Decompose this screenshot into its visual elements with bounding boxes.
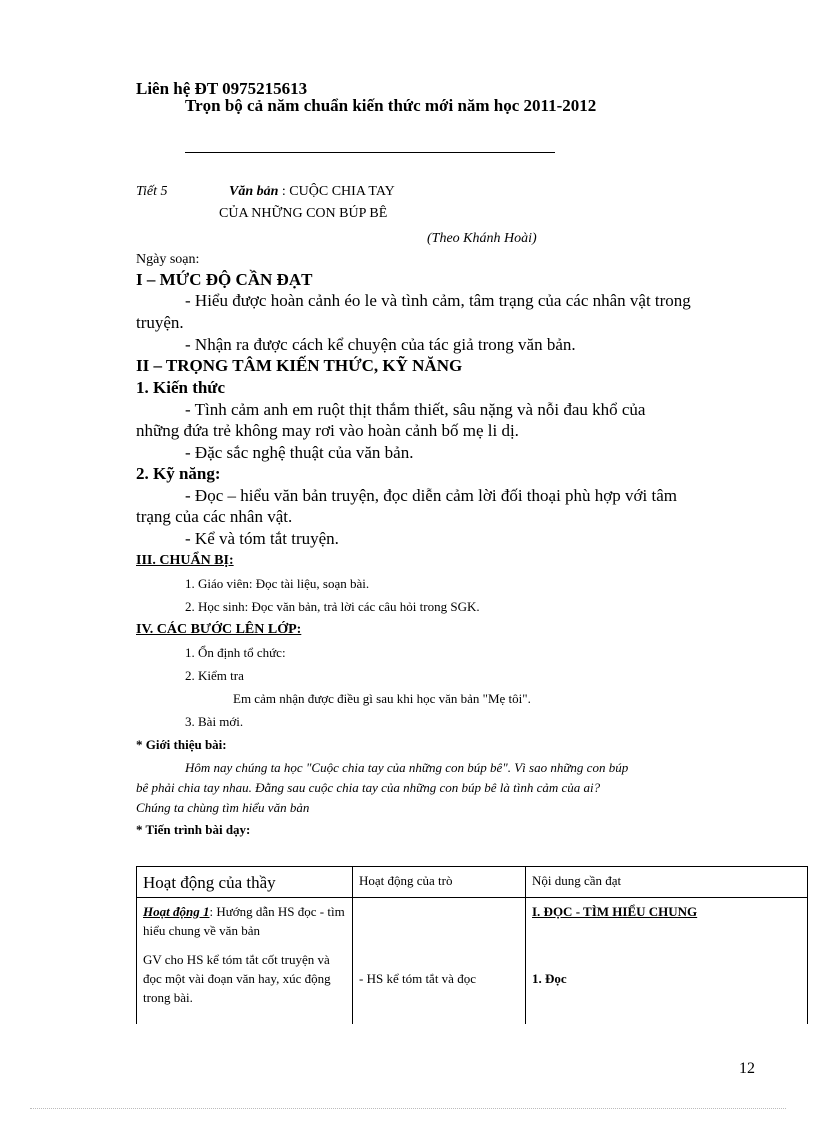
lesson-title-line2: CỦA NHỮNG CON BÚP BÊ bbox=[219, 206, 388, 221]
progress-title: * Tiến trình bài dạy: bbox=[136, 822, 251, 837]
section-2-title: II – TRỌNG TÂM KIẾN THỨC, KỸ NĂNG bbox=[136, 356, 463, 375]
content-cell bbox=[526, 898, 808, 1025]
date-label: Ngày soạn: bbox=[136, 252, 200, 267]
skills-title: 2. Kỹ năng: bbox=[136, 464, 221, 483]
kn-paragraph-2: - Kể và tóm tắt truyện. bbox=[185, 529, 339, 548]
activity-1-heading bbox=[143, 902, 346, 940]
lesson-title-block bbox=[136, 184, 168, 200]
section-4-title: IV. CÁC BƯỚC LÊN LỚP: bbox=[136, 622, 302, 637]
section-1-title: I – MỨC ĐỘ CẦN ĐẠT bbox=[136, 270, 313, 289]
activity-1-desc: : Hướng dẫn HS đọc - tìm hiểu chung về văn bản bbox=[143, 904, 345, 938]
k-paragraph-1b: những đứa trẻ không may rơi vào hoàn cảnh bố mẹ li dị. bbox=[136, 421, 519, 440]
table-row bbox=[137, 898, 808, 1025]
k-paragraph-1a: - Tình cảm anh em ruột thịt thắm thiết, sâu nặng và nỗi đau khổ của bbox=[185, 400, 646, 419]
activity-1-detail: GV cho HS kể tóm tắt cốt truyện và đọc một vài đoạn văn hay, xúc động trong bài. bbox=[143, 952, 331, 1005]
teacher-activity-cell bbox=[137, 898, 353, 1025]
section-3-title: III. CHUẨN BỊ: bbox=[136, 553, 234, 568]
kn-paragraph-1b: trạng của các nhân vật. bbox=[136, 507, 293, 526]
student-activity-text: - HS kể tóm tắt và đọc bbox=[359, 971, 476, 986]
s1-paragraph-1b: truyện. bbox=[136, 313, 184, 332]
s1-paragraph-1a: - Hiểu được hoàn cảnh éo le và tình cảm, tâm trạng của các nhân vật trong bbox=[185, 291, 691, 310]
table-header-row bbox=[137, 867, 808, 898]
intro-line-2: bê phải chia tay nhau. Đằng sau cuộc chia tay của những con búp bê là tình cảm của ai? bbox=[136, 780, 601, 795]
page-bottom-divider bbox=[30, 1108, 786, 1109]
lesson-plan-table bbox=[136, 866, 808, 1024]
knowledge-title: 1. Kiến thức bbox=[136, 378, 226, 397]
s4-step-1: 1. Ổn định tổ chức: bbox=[185, 645, 286, 660]
s3-teacher: 1. Giáo viên: Đọc tài liệu, soạn bài. bbox=[185, 576, 370, 591]
intro-title: * Giới thiệu bài: bbox=[136, 737, 227, 752]
subtitle-line: Trọn bộ cả năm chuẩn kiến thức mới năm học 2011-2012 bbox=[185, 96, 597, 115]
contact-line: Liên hệ ĐT 0975215613 bbox=[136, 79, 308, 98]
content-section-title: I. ĐỌC - TÌM HIỂU CHUNG bbox=[532, 904, 698, 919]
intro-line-1: Hôm nay chúng ta học "Cuộc chia tay của những con búp bê". Vì sao những con búp bbox=[185, 760, 629, 775]
kn-paragraph-1a: - Đọc – hiểu văn bản truyện, đọc diễn cảm lời đối thoại phù hợp với tâm bbox=[185, 486, 677, 505]
s4-step-2: 2. Kiểm tra bbox=[185, 668, 244, 683]
title-part1: : CUỘC CHIA TAY bbox=[278, 184, 395, 199]
header-teacher-activity: Hoạt động của thầy bbox=[137, 867, 353, 898]
activity-1-title: Hoạt động 1 bbox=[143, 904, 210, 919]
s4-question: Em cảm nhận được điều gì sau khi học văn bản "Mẹ tôi". bbox=[233, 691, 531, 706]
s3-student: 2. Học sinh: Đọc văn bản, trả lời các câu hỏi trong SGK. bbox=[185, 599, 480, 614]
header-content: Nội dung cần đạt bbox=[526, 867, 808, 898]
lesson-title-line1 bbox=[229, 184, 395, 200]
author: (Theo Khánh Hoài) bbox=[427, 231, 537, 246]
text-label: Văn bản bbox=[229, 184, 279, 199]
intro-line-3: Chúng ta chùng tìm hiểu văn bản bbox=[136, 800, 310, 815]
header-student-activity: Hoạt động của trò bbox=[353, 867, 526, 898]
period-label: Tiết 5 bbox=[136, 184, 168, 199]
k-paragraph-2: - Đặc sắc nghệ thuật của văn bản. bbox=[185, 443, 414, 462]
student-activity-cell bbox=[353, 898, 526, 1025]
content-subsection: 1. Đọc bbox=[532, 971, 567, 986]
header-rule bbox=[185, 152, 555, 153]
page-number: 12 bbox=[739, 1060, 755, 1077]
s4-step-3: 3. Bài mới. bbox=[185, 714, 244, 729]
s1-paragraph-2: - Nhận ra được cách kể chuyện của tác giả trong văn bản. bbox=[185, 335, 576, 354]
